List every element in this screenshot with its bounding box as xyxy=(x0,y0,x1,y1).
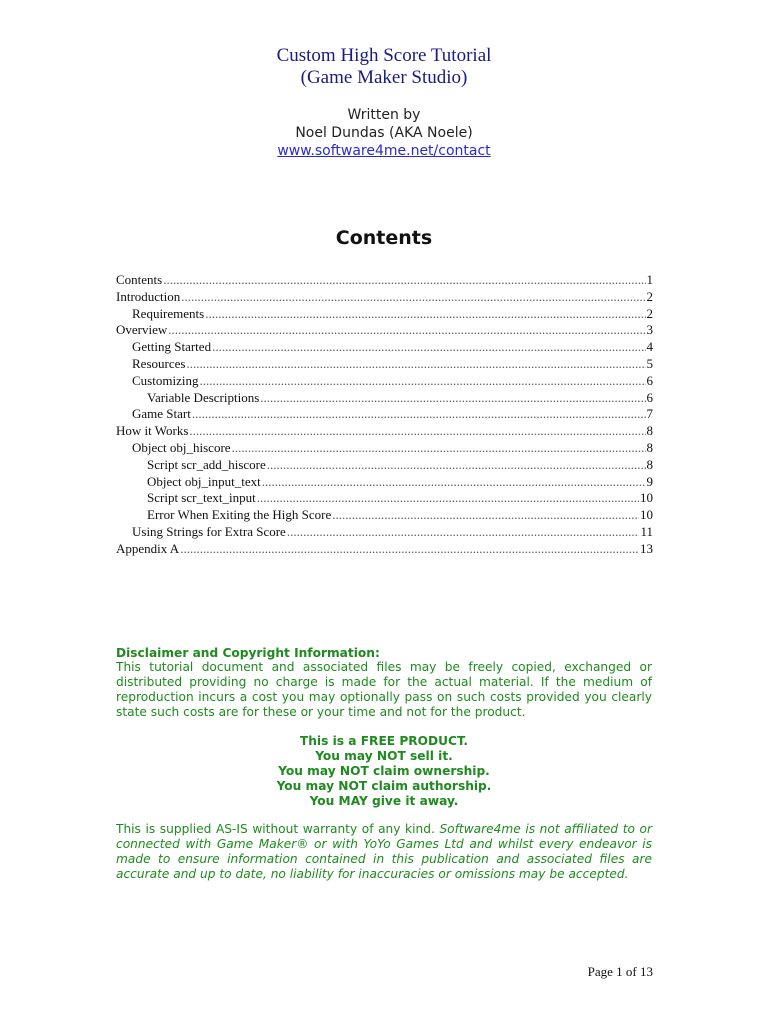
toc-leader-dots xyxy=(168,322,645,339)
free-line: You may NOT sell it. xyxy=(315,749,453,763)
toc-leader-dots xyxy=(163,272,645,289)
toc-entry[interactable] xyxy=(116,390,653,407)
toc-entry-label: Contents xyxy=(116,272,163,287)
toc-entry-page: 1 xyxy=(646,272,653,287)
toc-entry-label: Getting Started xyxy=(132,339,212,355)
free-line: You may NOT claim ownership. xyxy=(278,764,490,778)
toc-entry-label: Script scr_add_hiscore xyxy=(147,456,266,472)
contents-heading: Contents xyxy=(335,227,433,249)
toc-leader-dots xyxy=(260,390,645,407)
toc-entry[interactable] xyxy=(116,524,653,541)
toc-leader-dots xyxy=(181,289,645,306)
disclaimer-heading: Disclaimer and Copyright Information: xyxy=(116,646,380,660)
toc-entry-page: 3 xyxy=(646,322,653,338)
toc-entry-label: Variable Descriptions xyxy=(147,389,260,405)
toc-leader-dots xyxy=(180,541,639,558)
toc-entry-page: 8 xyxy=(646,439,653,455)
toc-entry[interactable] xyxy=(116,356,653,373)
toc-leader-dots xyxy=(232,440,646,457)
author-name: Noel Dundas (AKA Noele) xyxy=(295,125,473,141)
toc-entry-page: 2 xyxy=(646,288,653,304)
contact-link[interactable]: www.software4me.net/contact xyxy=(277,143,491,159)
toc-entry-page: 4 xyxy=(646,339,653,355)
toc-leader-dots xyxy=(262,474,646,491)
free-product-notice xyxy=(0,734,768,809)
toc-entry[interactable] xyxy=(116,339,653,356)
disclaimer-body: This tutorial document and associated files may be freely copied, exchanged or distributed providing no charge is made for the actual material. If the medium of reproduction incurs a cost you may optionally pass on such costs provided you clearly state such costs are for these or your time and not for the product. xyxy=(116,660,652,719)
toc-entry-label: Requirements xyxy=(132,305,205,321)
as-is-italic-text: Software4me is not affiliated to or connected with Game Maker® or with YoYo Games Ltd and whilst every endeavor is made to ensure information contained in this publication and associated files are accurate and up to date, no liability for inaccuracies or omissions may be accepted. xyxy=(116,822,652,881)
toc-entry-label: Object obj_hiscore xyxy=(132,439,231,455)
toc-entry[interactable] xyxy=(116,406,653,423)
free-line: You may NOT claim authorship. xyxy=(276,779,492,793)
toc-leader-dots xyxy=(332,507,639,524)
toc-entry-page: 13 xyxy=(640,540,653,556)
as-is-notice xyxy=(116,822,652,882)
toc-entry-page: 9 xyxy=(646,473,653,489)
toc-entry-label: Appendix A xyxy=(116,540,180,556)
toc-entry-label: Script scr_text_input xyxy=(147,490,256,506)
toc-entry[interactable] xyxy=(116,272,653,289)
toc-entry-label: Error When Exiting the High Score xyxy=(147,507,332,523)
toc-entry-page: 10 xyxy=(640,490,653,506)
toc-leader-dots xyxy=(267,457,646,474)
as-is-plain-text: This is supplied AS-IS without warranty of any kind. xyxy=(116,822,440,836)
toc-entry-label: Game Start xyxy=(132,406,191,422)
toc-leader-dots xyxy=(212,339,645,356)
toc-entry[interactable] xyxy=(116,490,653,507)
toc-entry-label: Customizing xyxy=(132,372,199,388)
toc-leader-dots xyxy=(287,524,640,541)
toc-entry[interactable] xyxy=(116,306,653,323)
free-line: You MAY give it away. xyxy=(309,794,459,808)
toc-entry-label: Using Strings for Extra Score xyxy=(132,523,286,539)
toc-leader-dots xyxy=(192,406,646,423)
toc-entry-page: 7 xyxy=(646,406,653,422)
toc-entry[interactable] xyxy=(116,507,653,524)
toc-entry-page: 11 xyxy=(640,523,653,539)
toc-entry-page: 2 xyxy=(646,305,653,321)
toc-entry[interactable] xyxy=(116,322,653,339)
toc-entry[interactable] xyxy=(116,373,653,390)
doc-title-line1: Custom High Score Tutorial xyxy=(276,45,492,66)
written-by-label: Written by xyxy=(347,107,421,123)
free-line: This is a FREE PRODUCT. xyxy=(299,734,469,748)
toc-entry[interactable] xyxy=(116,423,653,440)
toc-entry-page: 6 xyxy=(646,372,653,388)
toc-entry-label: Overview xyxy=(116,322,168,338)
toc-entry-page: 6 xyxy=(646,389,653,405)
toc-entry[interactable] xyxy=(116,457,653,474)
toc-entry-label: Introduction xyxy=(116,288,181,304)
toc-entry-page: 10 xyxy=(640,507,653,523)
toc-entry-label: Object obj_input_text xyxy=(147,473,261,489)
toc-entry[interactable] xyxy=(116,440,653,457)
toc-entry[interactable] xyxy=(116,289,653,306)
toc-leader-dots xyxy=(186,356,645,373)
page-number: Page 1 of 13 xyxy=(587,964,653,979)
toc-entry-page: 5 xyxy=(646,355,653,371)
toc-leader-dots xyxy=(199,373,645,390)
toc-leader-dots xyxy=(257,490,639,507)
toc-leader-dots xyxy=(205,306,645,323)
toc-entry[interactable] xyxy=(116,474,653,491)
toc-entry[interactable] xyxy=(116,541,653,558)
table-of-contents xyxy=(116,272,653,558)
toc-entry-label: Resources xyxy=(132,355,186,371)
toc-entry-label: How it Works xyxy=(116,423,189,439)
doc-title-line2: (Game Maker Studio) xyxy=(300,67,468,88)
toc-entry-page: 8 xyxy=(646,423,653,439)
toc-leader-dots xyxy=(189,423,645,440)
toc-entry-page: 8 xyxy=(646,456,653,472)
